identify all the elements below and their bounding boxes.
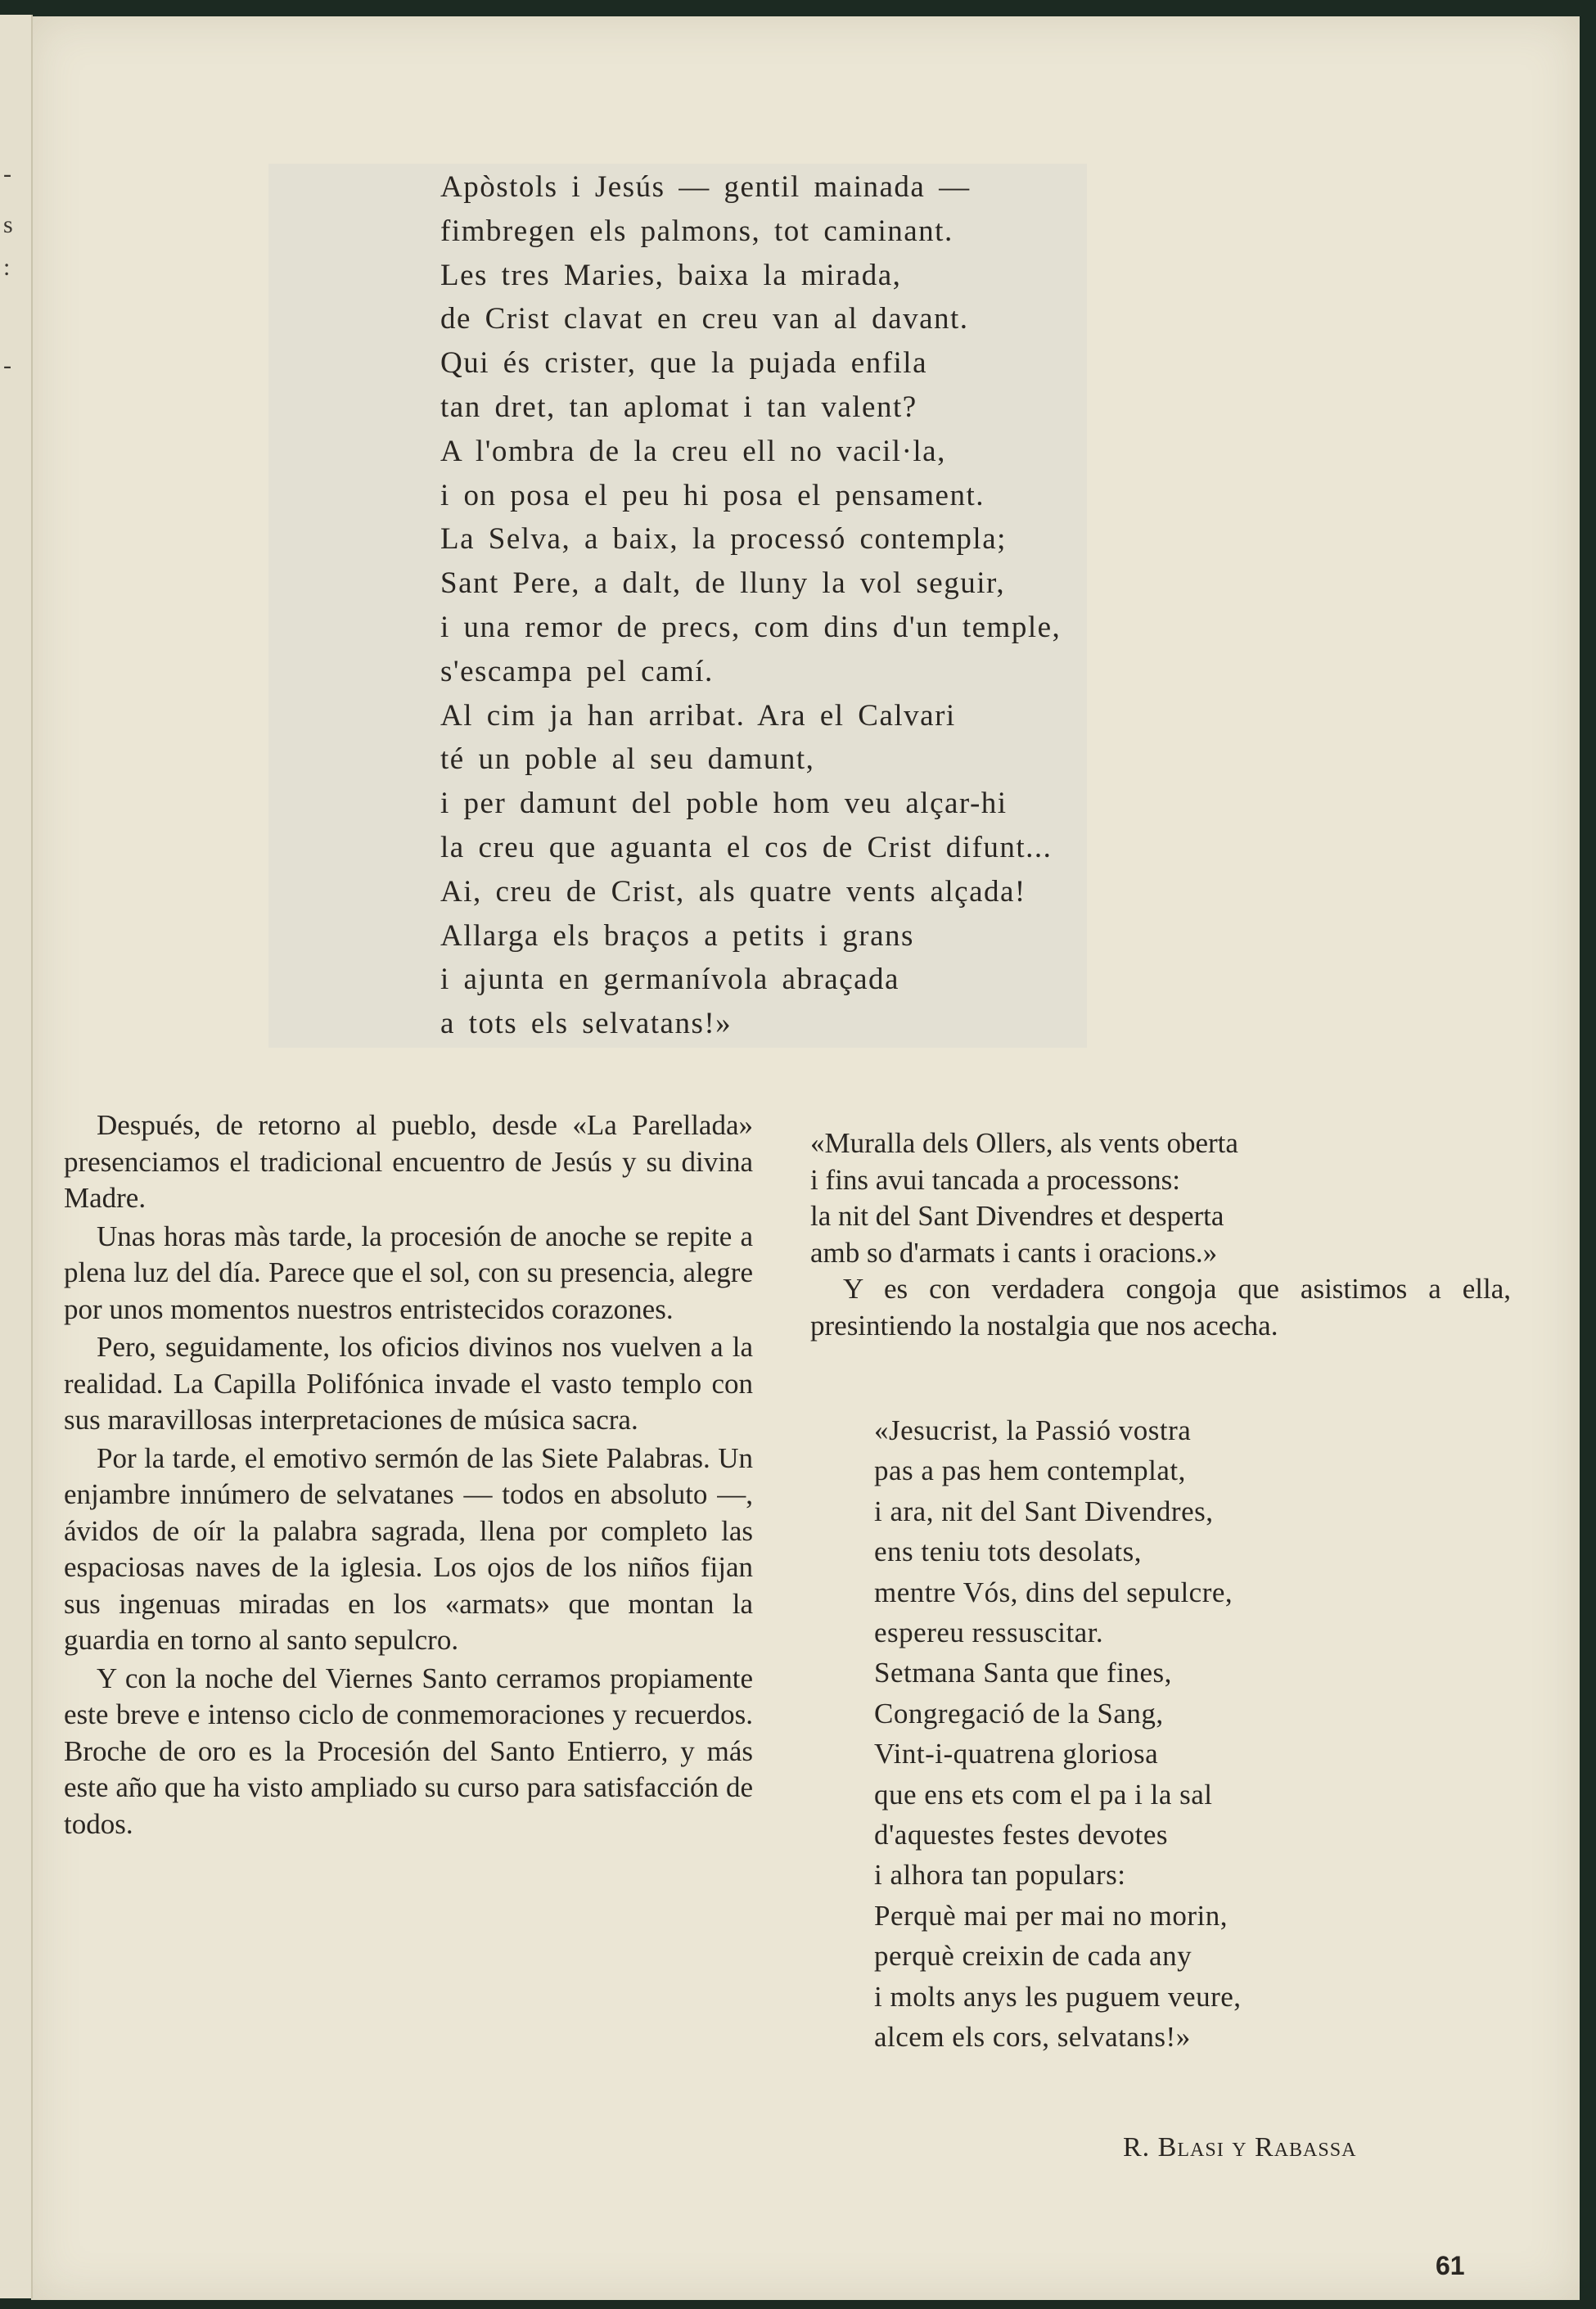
poem-top: [440, 165, 1218, 1046]
quote-line: i fins avui tancada a processons:: [810, 1163, 1180, 1196]
margin-mark: s: [3, 211, 13, 238]
poem-top-line: Allarga els braços a petits i grans: [440, 918, 914, 953]
poem-top-line: Qui és crister, que la pujada enfila: [440, 346, 928, 381]
quote-line: la nit del Sant Divendres et desperta: [810, 1200, 1224, 1232]
poem-top-line: la creu que aguanta el cos de Crist difunt...: [440, 830, 1053, 864]
margin-mark: -: [3, 352, 11, 379]
poem-top-line: Sant Pere, a dalt, de lluny la vol seguir,: [440, 566, 1006, 601]
margin-mark: -: [3, 160, 11, 187]
poem-closing-line: mentre Vós, dins del sepulcre,: [874, 1576, 1233, 1608]
poem-top-line: Les tres Maries, baixa la mirada,: [440, 258, 902, 292]
poem-top-line: Apòstols i Jesús — gentil mainada —: [440, 170, 971, 204]
poem-closing-line: i alhora tan populars:: [874, 1859, 1126, 1892]
poem-top-line: a tots els selvatans!»: [440, 1007, 733, 1041]
poem-closing-line: alcem els cors, selvatans!»: [874, 2021, 1191, 2054]
poem-closing: [874, 1410, 1242, 2058]
poem-closing-line: i molts anys les puguem veure,: [874, 1980, 1242, 2013]
poem-closing-line: perquè creixin de cada any: [874, 1940, 1192, 1973]
poem-closing-line: que ens ets com el pa i la sal: [874, 1778, 1213, 1811]
poem-closing-line: pas a pas hem contemplat,: [874, 1454, 1186, 1487]
poem-closing-line: d'aquestes festes devotes: [874, 1819, 1168, 1851]
poem-top-line: té un poble al seu damunt,: [440, 742, 815, 777]
left-paragraph: Y con la noche del Viernes Santo cerramos propiamente este breve e intenso ciclo de conmemoraciones y recuerdos. Broche de oro es la Procesión del Santo Entierro, y más este año que ha visto ampliado su curso para satisfacción de todos.: [64, 1662, 753, 1840]
poem-top-line: de Crist clavat en creu van al davant.: [440, 302, 969, 336]
poem-closing-line: «Jesucrist, la Passió vostra: [874, 1414, 1192, 1446]
author-signature: R. Blasi y Rabassa: [1123, 2132, 1357, 2162]
poem-top-line: A l'ombra de la creu ell no vacil·la,: [440, 434, 946, 468]
page: [31, 16, 1580, 2300]
left-paragraph: Después, de retorno al pueblo, desde «La Parellada» presenciamos el tradicional encuentro de Jesús y su divina Madre.: [64, 1109, 753, 1214]
poem-top-line: i on posa el peu hi posa el pensament.: [440, 478, 985, 512]
quote-line: «Muralla dels Ollers, als vents oberta: [810, 1127, 1238, 1159]
poem-closing-line: Vint-i-quatrena gloriosa: [874, 1738, 1159, 1770]
poem-closing-line: Congregació de la Sang,: [874, 1697, 1164, 1729]
right-column: [810, 1125, 1511, 1346]
left-paragraph: Pero, seguidamente, los oficios divinos nos vuelven a la realidad. La Capilla Polifónica invade el vasto templo con sus maravillosas interpretaciones de música sacra.: [64, 1331, 753, 1436]
poem-top-line: La Selva, a baix, la processó contempla;: [440, 522, 1007, 557]
poem-closing-line: ens teniu tots desolats,: [874, 1536, 1142, 1568]
poem-top-line: s'escampa pel camí.: [440, 654, 714, 688]
poem-top-line: i per damunt del poble hom veu alçar-hi: [440, 787, 1008, 821]
poem-top-line: i una remor de precs, com dins d'un temple,: [440, 610, 1062, 644]
poem-closing-line: espereu ressuscitar.: [874, 1617, 1104, 1649]
right-paragraph: Y es con verdadera congoja que asistimos a ella, presintiendo la nostalgia que nos acecha.: [810, 1273, 1511, 1342]
page-number: 61: [1436, 2251, 1465, 2280]
margin-mark: :: [3, 254, 11, 281]
quote-line: amb so d'armats i cants i oracions.»: [810, 1236, 1218, 1269]
left-paragraph: Por la tarde, el emotivo sermón de las Siete Palabras. Un enjambre innúmero de selvatanes — todos en absoluto —, ávidos de oír la palabra sagrada, llena por completo las espaciosas naves de la iglesia. Los ojos de los niños fijan sus ingenuas miradas en los «armats» que montan la guardia en torno al santo sepulcro.: [64, 1441, 753, 1656]
poem-top-line: Ai, creu de Crist, als quatre vents alçada!: [440, 874, 1026, 909]
left-column: [64, 1107, 753, 1844]
quote-verse: [810, 1125, 1511, 1271]
poem-closing-line: Perquè mai per mai no morin,: [874, 1899, 1228, 1932]
left-paragraph: Unas horas màs tarde, la procesión de anoche se repite a plena luz del día. Parece que el sol, con su presencia, alegre por unos momentos nuestros entristecidos corazones.: [64, 1220, 753, 1325]
poem-top-line: Al cim ja han arribat. Ara el Calvari: [440, 698, 956, 733]
poem-top-line: i ajunta en germanívola abraçada: [440, 963, 899, 997]
poem-top-line: tan dret, tan aplomat i tan valent?: [440, 390, 917, 424]
poem-closing-line: i ara, nit del Sant Divendres,: [874, 1495, 1214, 1527]
poem-closing-line: Setmana Santa que fines,: [874, 1657, 1172, 1689]
left-page-edge: [0, 15, 33, 2298]
poem-top-line: fimbregen els palmons, tot caminant.: [440, 214, 954, 248]
